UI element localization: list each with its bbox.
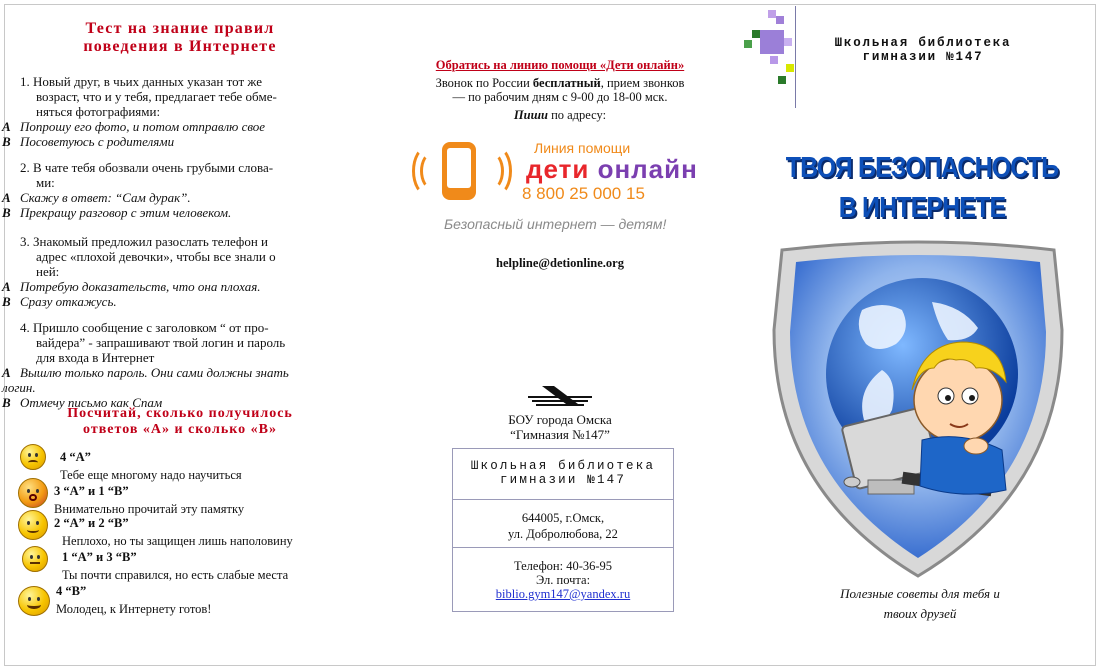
logo-line-1: Линия помощи xyxy=(534,140,631,156)
pixel-decoration xyxy=(786,64,794,72)
pixel-decoration xyxy=(768,10,776,18)
deti-online-logo xyxy=(414,140,724,240)
quiz-title-line-1: Тест на знание правил xyxy=(85,20,275,37)
option-b: В Прекращу разговор с этим человеком. xyxy=(2,205,232,220)
winking-smiley-icon xyxy=(18,510,48,540)
result-4 xyxy=(62,550,288,582)
library-name: Школьная библиотека гимназии №147 xyxy=(470,459,656,487)
school-logo-icon xyxy=(528,384,592,406)
result-text: Молодец, к Интернету готов! xyxy=(56,602,212,616)
happy-smiley-icon xyxy=(18,586,50,616)
library-header: Школьная библиотека гимназии №147 xyxy=(834,36,1012,64)
pixel-decoration xyxy=(778,76,786,84)
option-b: В Отмечу письмо как Спам xyxy=(2,395,163,410)
shield-illustration xyxy=(762,240,1074,580)
result-score: 3 “А” и 1 “В” xyxy=(54,484,129,498)
contact-box xyxy=(452,448,674,612)
question-2 xyxy=(2,160,345,220)
result-score: 2 “А” и 2 “В” xyxy=(54,516,129,530)
question-3 xyxy=(2,234,345,309)
call-info: Звонок по России бесплатный, прием звонков — по рабочим дням с 9-00 до 18-00 мск. xyxy=(435,76,685,104)
brochure-caption: Полезные советы для тебя и твоих друзей xyxy=(840,586,1000,621)
result-score: 4 “В” xyxy=(56,584,87,598)
question-4 xyxy=(2,320,345,410)
question-text: 2. В чате тебя обозвали очень грубыми слова- ми: xyxy=(20,160,274,190)
boy-face-icon xyxy=(914,358,1002,442)
write-to: Пиши по адресу: xyxy=(513,108,607,122)
result-text: Ты почти справился, но есть слабые места xyxy=(62,568,289,582)
logo-phone-number: 8 800 25 000 15 xyxy=(522,184,645,203)
phone-icon xyxy=(442,142,476,200)
option-b: В Сразу откажусь. xyxy=(2,294,117,309)
option-b: В Посоветуюсь с родителями xyxy=(2,134,175,149)
pixel-decoration xyxy=(784,38,792,46)
option-a: А Попрошу его фото, и потом отправлю свое xyxy=(2,119,266,134)
result-5 xyxy=(56,584,211,616)
quiz-title-line-2: поведения в Интернете xyxy=(83,38,277,55)
question-text: 1. Новый друг, в чьих данных указан тот же возраст, что и у тебя, предлагает тебе обме- няться фотографиями: xyxy=(20,74,277,119)
question-text: 4. Пришло сообщение с заголовком “ от про- вайдера” - запрашивают твой логин и пароль для входа в Интернет xyxy=(20,320,286,365)
divider xyxy=(453,499,673,500)
option-a: А Вышлю только пароль. Они сами должны знать логин. xyxy=(2,365,289,395)
signal-wave-icon xyxy=(482,146,512,196)
library-email-link[interactable]: biblio.gym147@yandex.ru xyxy=(495,587,631,601)
divider xyxy=(453,547,673,548)
result-text: Неплохо, но ты защищен лишь наполовину xyxy=(62,534,293,548)
result-text: Внимательно прочитай эту памятку xyxy=(54,502,245,516)
question-text: 3. Знакомый предложил разослать телефон и адрес «плохой девочки», чтобы все знали о ней: xyxy=(20,234,276,279)
pixel-decoration xyxy=(752,30,760,38)
result-3 xyxy=(54,516,293,548)
helpline-link[interactable]: Обратись на линию помощи «Дети онлайн» xyxy=(435,58,685,72)
address: 644005, г.Омск, ул. Добролюбова, 22 xyxy=(508,511,618,541)
pixel-decoration xyxy=(770,56,778,64)
logo-wordmark: дети онлайн xyxy=(526,154,698,184)
count-title: Посчитай, сколько получилось ответов «А» и сколько «В» xyxy=(67,406,293,437)
surprised-smiley-icon xyxy=(18,478,48,508)
email-label: Эл. почта: xyxy=(535,573,591,587)
question-1 xyxy=(2,74,345,149)
vertical-rule xyxy=(795,6,796,108)
contacts xyxy=(453,559,673,601)
result-text: Тебе еще многому надо научиться xyxy=(60,468,242,482)
pixel-decoration xyxy=(776,16,784,24)
quiz-title xyxy=(40,20,320,56)
logo-slogan: Безопасный интернет — детям! xyxy=(444,216,667,232)
organization: БОУ города Омска “Гимназия №147” xyxy=(508,412,612,442)
result-score: 4 “А” xyxy=(60,450,91,464)
result-2 xyxy=(54,484,244,516)
option-a: А Скажу в ответ: “Сам дурак”. xyxy=(2,190,191,205)
pixel-decoration xyxy=(760,30,784,54)
result-score: 1 “А” и 3 “В” xyxy=(62,550,137,564)
neutral-smiley-icon xyxy=(22,546,48,572)
sad-smiley-icon xyxy=(20,444,46,470)
pixel-decoration xyxy=(744,40,752,48)
option-a: А Потребую доказательств, что она плохая. xyxy=(2,279,261,294)
brochure-title: ТВОЯ БЕЗОПАСНОСТЬ В ИНТЕРНЕТЕ xyxy=(785,152,1059,224)
signal-wave-icon xyxy=(412,146,442,196)
result-1 xyxy=(60,450,242,482)
helpline-email[interactable]: helpline@detionline.org xyxy=(496,256,624,270)
phone-number: Телефон: 40-36-95 xyxy=(513,559,613,573)
